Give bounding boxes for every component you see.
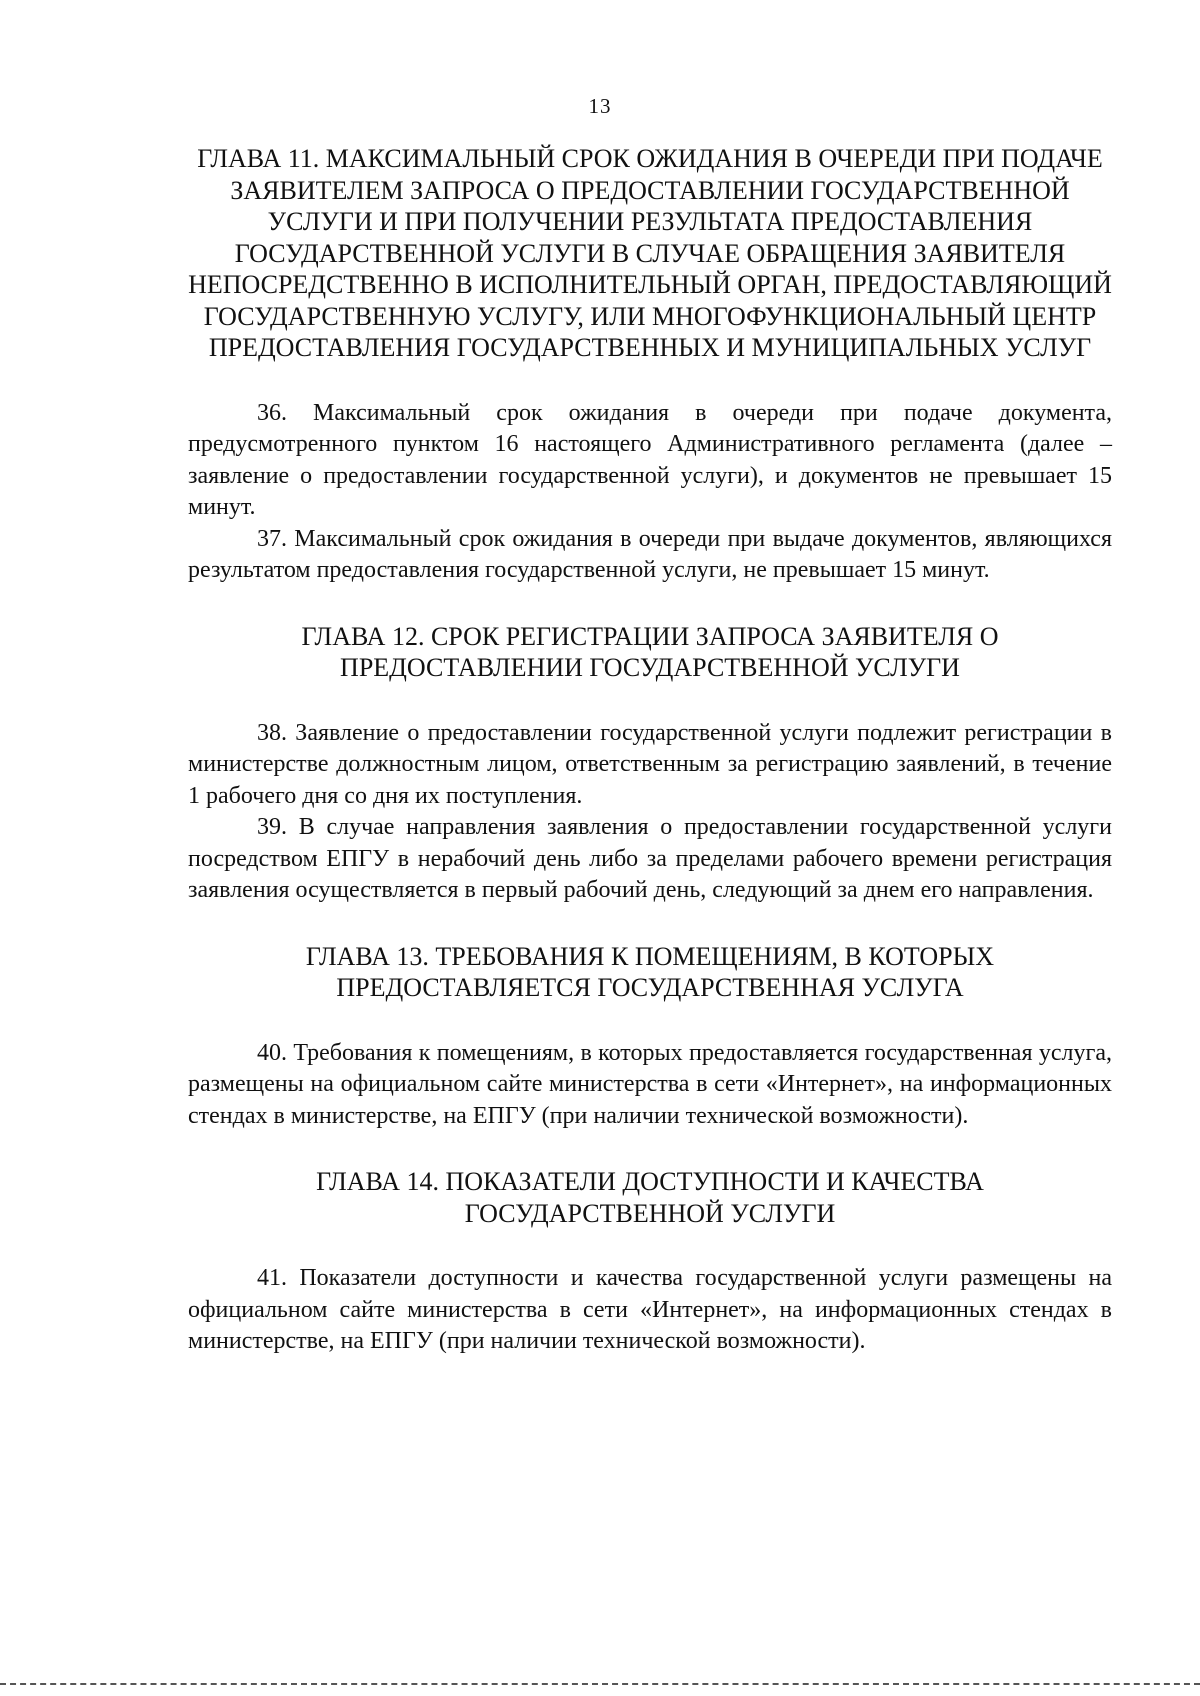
chapter-12 [188, 621, 1112, 907]
chapter-13 [188, 941, 1112, 1133]
chapter-13-title: ГЛАВА 13. ТРЕБОВАНИЯ К ПОМЕЩЕНИЯМ, В КОТОРЫХ ПРЕДОСТАВЛЯЕТСЯ ГОСУДАРСТВЕННАЯ УСЛУГА [305, 941, 995, 1002]
document-body [188, 143, 1112, 1358]
chapter-14-title: ГЛАВА 14. ПОКАЗАТЕЛИ ДОСТУПНОСТИ И КАЧЕСТВА ГОСУДАРСТВЕННОЙ УСЛУГИ [316, 1167, 984, 1228]
paragraph-41: 41. Показатели доступности и качества государственной услуги размещены на официальном сайте министерства в сети «Интернет», на информационных стендах в министерстве, на ЕПГУ (при наличии технической возможности). [188, 1265, 1112, 1354]
page-number: 13 [588, 94, 612, 118]
chapter-14 [188, 1166, 1112, 1358]
bottom-scan-rule [0, 1683, 1200, 1685]
paragraph-37: 37. Максимальный срок ожидания в очереди при выдаче документов, являющихся результатом предоставления государственной услуги, не превышает 15 минут. [188, 525, 1112, 583]
paragraph-39: 39. В случае направления заявления о предоставлении государственной услуги посредством ЕПГУ в нерабочий день либо за пределами рабочего времени регистрация заявления осуществляется в первый рабочий день, следующий за днем его направления. [188, 814, 1112, 903]
paragraph-40: 40. Требования к помещениям, в которых предоставляется государственная услуга, размещены на официальном сайте министерства в сети «Интернет», на информационных стендах в министерстве, на ЕПГУ (при наличии технической возможности). [188, 1039, 1112, 1129]
chapter-11-title: ГЛАВА 11. МАКСИМАЛЬНЫЙ СРОК ОЖИДАНИЯ В ОЧЕРЕДИ ПРИ ПОДАЧЕ ЗАЯВИТЕЛЕМ ЗАПРОСА О ПРЕДОСТАВЛЕНИИ ГОСУДАРСТВЕННОЙ УСЛУГИ И ПРИ ПОЛУЧЕНИИ РЕЗУЛЬТАТА ПРЕДОСТАВЛЕНИЯ ГОСУДАРСТВЕННОЙ УСЛУГИ В СЛУЧАЕ ОБРАЩЕНИЯ ЗАЯВИТЕЛЯ НЕПОСРЕДСТВЕННО В ИСПОЛНИТЕЛЬНЫЙ ОРГАН, ПРЕДОСТАВЛЯЮЩИЙ ГОСУДАРСТВЕННУЮ УСЛУГУ, ИЛИ МНОГОФУНКЦИОНАЛЬНЫЙ ЦЕНТР ПРЕДОСТАВЛЕНИЯ ГОСУДАРСТВЕННЫХ И МУНИЦИПАЛЬНЫХ УСЛУГ [188, 144, 1112, 362]
paragraph-36: 36. Максимальный срок ожидания в очереди при подаче документа, предусмотренного пунктом 16 настоящего Административного регламента (далее – заявление о предоставлении государственной услуги), и документов не превышает 15 минут. [188, 399, 1112, 520]
chapter-12-title: ГЛАВА 12. СРОК РЕГИСТРАЦИИ ЗАПРОСА ЗАЯВИТЕЛЯ О ПРЕДОСТАВЛЕНИИ ГОСУДАРСТВЕННОЙ УСЛУГИ [301, 621, 999, 682]
chapter-11 [188, 143, 1112, 587]
paragraph-38: 38. Заявление о предоставлении государственной услуги подлежит регистрации в министерстве должностным лицом, ответственным за регистрацию заявлений, в течение 1 рабочего дня со дня их поступления. [188, 719, 1112, 809]
